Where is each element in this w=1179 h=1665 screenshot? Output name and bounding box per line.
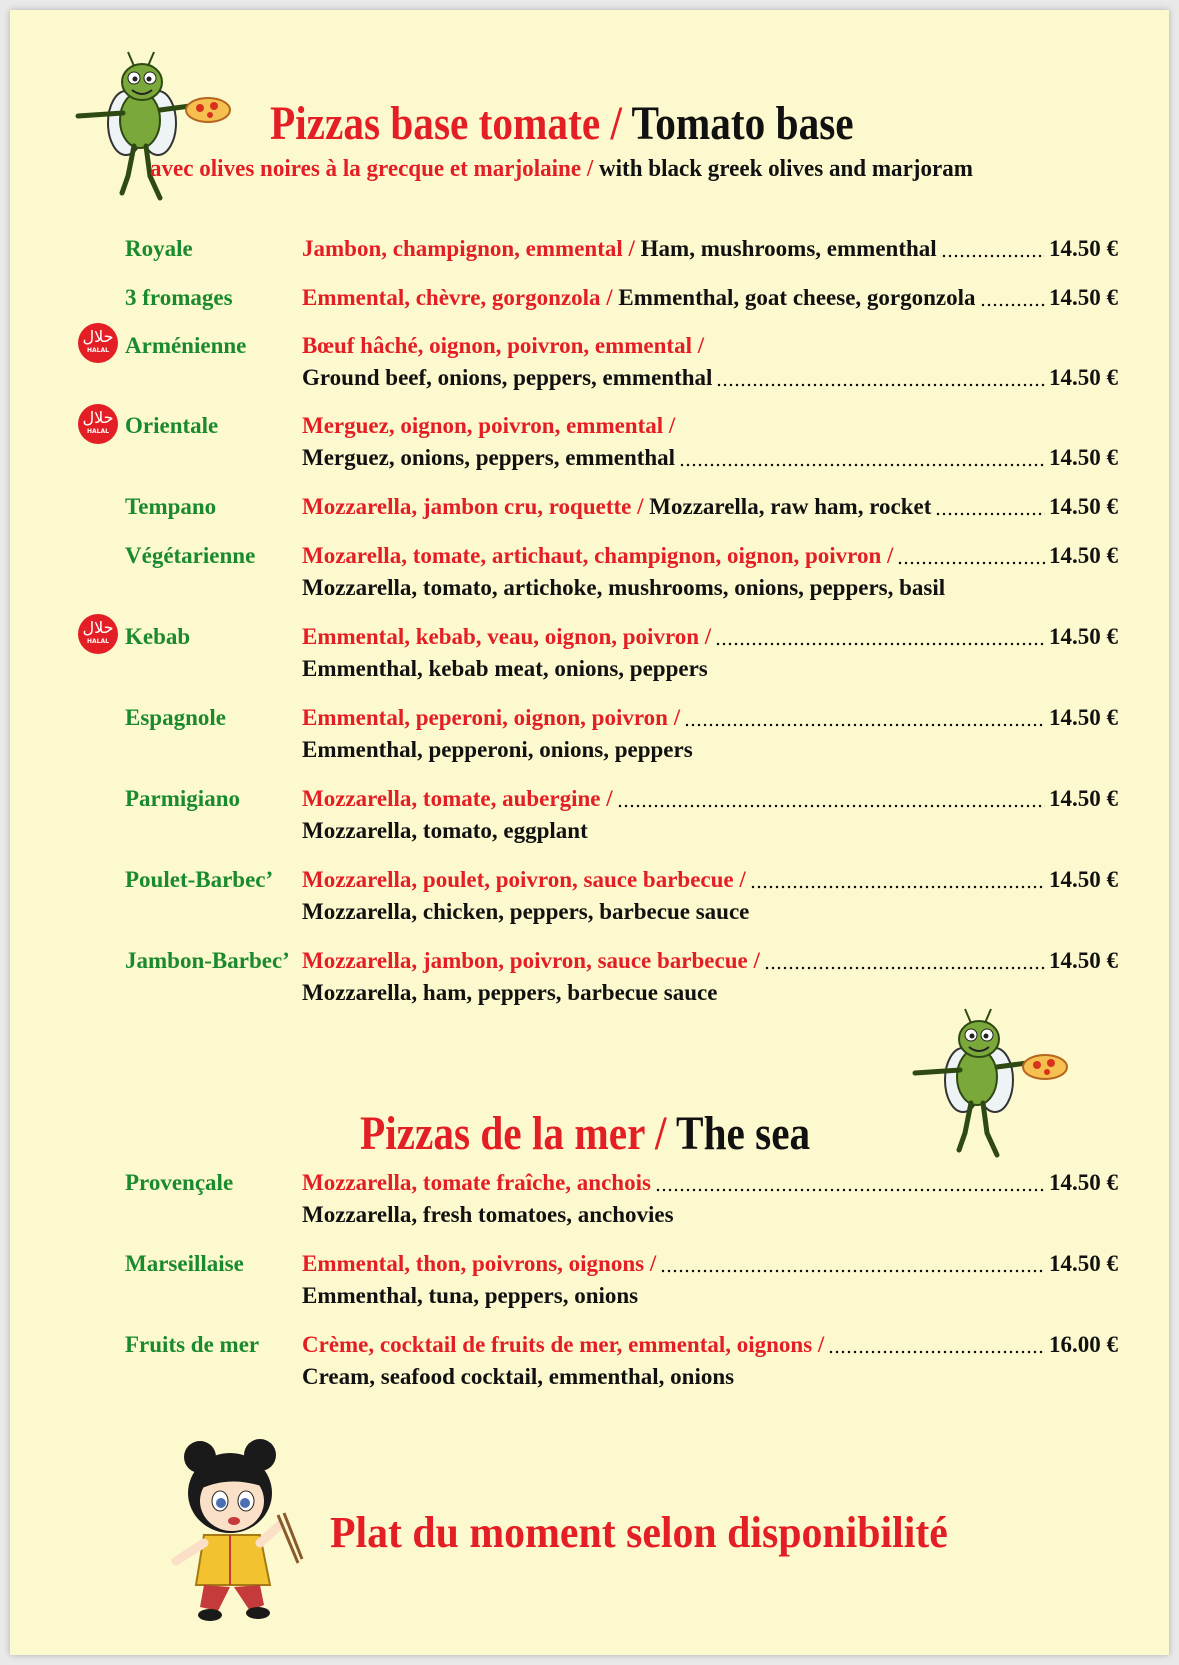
item-price: 14.50 € [1049, 786, 1118, 811]
item-price: 14.50 € [1049, 494, 1118, 519]
item-fr: Emmental, chèvre, gorgonzola [302, 285, 601, 310]
item-price: 14.50 € [1049, 236, 1118, 261]
halal-badge-arabic: حلال [82, 327, 114, 346]
item-en: Mozzarella, raw ham, rocket [649, 494, 932, 519]
item-sep: / [691, 333, 705, 358]
section-title-tomato [270, 98, 854, 150]
cricket-mascot-icon [905, 1005, 1075, 1175]
item-en: Mozzarella, tomato, eggplant [302, 818, 588, 843]
item-en: Emmenthal, tuna, peppers, onions [302, 1283, 639, 1308]
title-en: Tomato base [631, 97, 854, 150]
item-fr: Mozzarella, tomate fraîche, anchois [302, 1170, 651, 1195]
halal-badge-icon [78, 404, 118, 444]
item-fr: Mozzarella, jambon cru, roquette [302, 494, 632, 519]
dot-leader [715, 636, 1045, 646]
menu-page [10, 10, 1169, 1655]
menu-item-line [302, 783, 1118, 815]
item-en: Mozzarella, fresh tomatoes, anchovies [302, 1202, 674, 1227]
title-fr: Pizzas de la mer [360, 1107, 645, 1160]
item-price: 14.50 € [1049, 867, 1118, 892]
halal-badge-latin: HALAL [87, 347, 109, 354]
item-fr: Emmental, thon, poivrons, oignons [302, 1251, 645, 1276]
halal-badge-icon [78, 614, 118, 654]
halal-badge-arabic: حلال [82, 618, 114, 637]
item-sep: / [663, 413, 676, 438]
item-sep: / [667, 705, 681, 730]
dot-leader [679, 457, 1045, 467]
menu-item-name: Espagnole [125, 705, 226, 730]
halal-badge-arabic: حلال [82, 408, 114, 427]
subtitle-separator: / [581, 156, 599, 182]
girl-mascot-icon [160, 1435, 310, 1625]
dot-leader [935, 506, 1045, 516]
item-fr: Bœuf hâché, oignon, poivron, emmental [302, 333, 692, 358]
item-price: 14.50 € [1049, 365, 1118, 390]
halal-badge-latin: HALAL [87, 638, 109, 645]
title-fr: Pizzas base tomate [270, 97, 601, 150]
dot-leader [655, 1182, 1045, 1192]
item-sep: / [699, 624, 712, 649]
item-en: Ground beef, onions, peppers, emmenthal [302, 365, 713, 390]
item-en: Mozzarella, chicken, peppers, barbecue sauce [302, 899, 750, 924]
dot-leader [764, 960, 1045, 970]
menu-item-line [302, 540, 1118, 572]
item-fr: Emmental, peperoni, oignon, poivron [302, 705, 668, 730]
dot-leader [617, 798, 1045, 808]
item-price: 14.50 € [1049, 445, 1118, 470]
item-sep: / [644, 1251, 657, 1276]
item-sep: / [881, 543, 894, 568]
section-title-sea [360, 1108, 810, 1160]
dot-leader [828, 1344, 1045, 1354]
item-en: Emmenthal, pepperoni, onions, peppers [302, 737, 693, 762]
item-fr: Mozarella, tomate, artichaut, champignon, oignon, poivron [302, 543, 882, 568]
halal-badge-icon [78, 323, 118, 363]
item-price: 14.50 € [1049, 1170, 1118, 1195]
item-sep: / [600, 285, 619, 310]
menu-item-name: Arménienne [125, 333, 247, 358]
menu-item-name: Parmigiano [125, 786, 240, 811]
item-fr: Mozzarella, tomate, aubergine [302, 786, 601, 811]
item-fr: Mozzarella, poulet, poivron, sauce barbecue [302, 867, 734, 892]
subtitle-fr: avec olives noires à la grecque et marjolaine [150, 156, 582, 182]
menu-item-line [302, 1248, 1118, 1280]
menu-item-line [302, 864, 1118, 896]
menu-item-line [302, 945, 1118, 977]
item-en: Merguez, onions, peppers, emmenthal [302, 445, 676, 470]
item-fr-line [302, 410, 675, 442]
item-price: 14.50 € [1049, 948, 1118, 973]
item-price: 14.50 € [1049, 1251, 1118, 1276]
item-fr: Merguez, oignon, poivron, emmental [302, 413, 664, 438]
menu-item-line [302, 491, 1118, 523]
item-en: Cream, seafood cocktail, emmenthal, onions [302, 1364, 735, 1389]
title-en: The sea [676, 1107, 811, 1160]
item-en: Emmenthal, kebab meat, onions, peppers [302, 656, 708, 681]
menu-item-name: Jambon-Barbec’ [125, 948, 290, 973]
menu-item-name: Poulet-Barbec’ [125, 867, 274, 892]
menu-item-name: Provençale [125, 1170, 234, 1195]
dot-leader [716, 377, 1045, 387]
item-sep: / [631, 494, 650, 519]
item-price: 14.50 € [1049, 705, 1118, 730]
dot-leader [660, 1263, 1045, 1273]
item-price: 16.00 € [1049, 1332, 1118, 1357]
dot-leader [941, 248, 1045, 258]
menu-item-name: Tempano [125, 494, 217, 519]
item-sep: / [733, 867, 746, 892]
dot-leader [980, 297, 1045, 307]
title-separator: / [644, 1107, 677, 1160]
item-sep: / [622, 236, 641, 261]
halal-badge-latin: HALAL [87, 428, 109, 435]
item-fr: Emmental, kebab, veau, oignon, poivron [302, 624, 700, 649]
menu-item-name: Végétarienne [125, 543, 256, 568]
item-en: Mozzarella, tomato, artichoke, mushrooms, onions, peppers, basil [302, 575, 946, 600]
cricket-mascot-icon [68, 48, 238, 218]
menu-item-line [302, 282, 1118, 314]
item-sep: / [812, 1332, 825, 1357]
item-price: 14.50 € [1049, 624, 1118, 649]
section-subtitle-tomato [150, 155, 973, 183]
title-separator: / [600, 97, 632, 150]
item-en: Ham, mushrooms, emmenthal [640, 236, 937, 261]
menu-item-name: Fruits de mer [125, 1332, 260, 1357]
menu-item-name: Royale [125, 236, 193, 261]
dot-leader [750, 879, 1045, 889]
item-sep: / [747, 948, 760, 973]
item-fr: Mozzarella, jambon, poivron, sauce barbecue [302, 948, 748, 973]
subtitle-en: with black greek olives and marjoram [598, 156, 973, 182]
item-price: 14.50 € [1049, 543, 1118, 568]
menu-item-line [302, 1329, 1118, 1361]
menu-item-name: Orientale [125, 413, 219, 438]
menu-item-name: 3 fromages [125, 285, 233, 310]
menu-item-line [302, 1167, 1118, 1199]
dot-leader [684, 717, 1045, 727]
menu-item-line [302, 233, 1118, 265]
item-en: Emmenthal, goat cheese, gorgonzola [618, 285, 976, 310]
item-fr: Crème, cocktail de fruits de mer, emmental, oignons [302, 1332, 813, 1357]
item-en: Mozzarella, ham, peppers, barbecue sauce [302, 980, 718, 1005]
menu-item-line [302, 362, 1118, 394]
footer-dish-of-the-moment: Plat du moment selon disponibilité [330, 1508, 948, 1557]
menu-item-name: Marseillaise [125, 1251, 244, 1276]
menu-item-line [302, 702, 1118, 734]
menu-item-line [302, 621, 1118, 653]
menu-item-line [302, 442, 1118, 474]
item-sep: / [600, 786, 613, 811]
item-fr-line [302, 330, 704, 362]
dot-leader [897, 555, 1045, 565]
item-fr: Jambon, champignon, emmental [302, 236, 623, 261]
item-price: 14.50 € [1049, 285, 1118, 310]
menu-item-name: Kebab [125, 624, 191, 649]
